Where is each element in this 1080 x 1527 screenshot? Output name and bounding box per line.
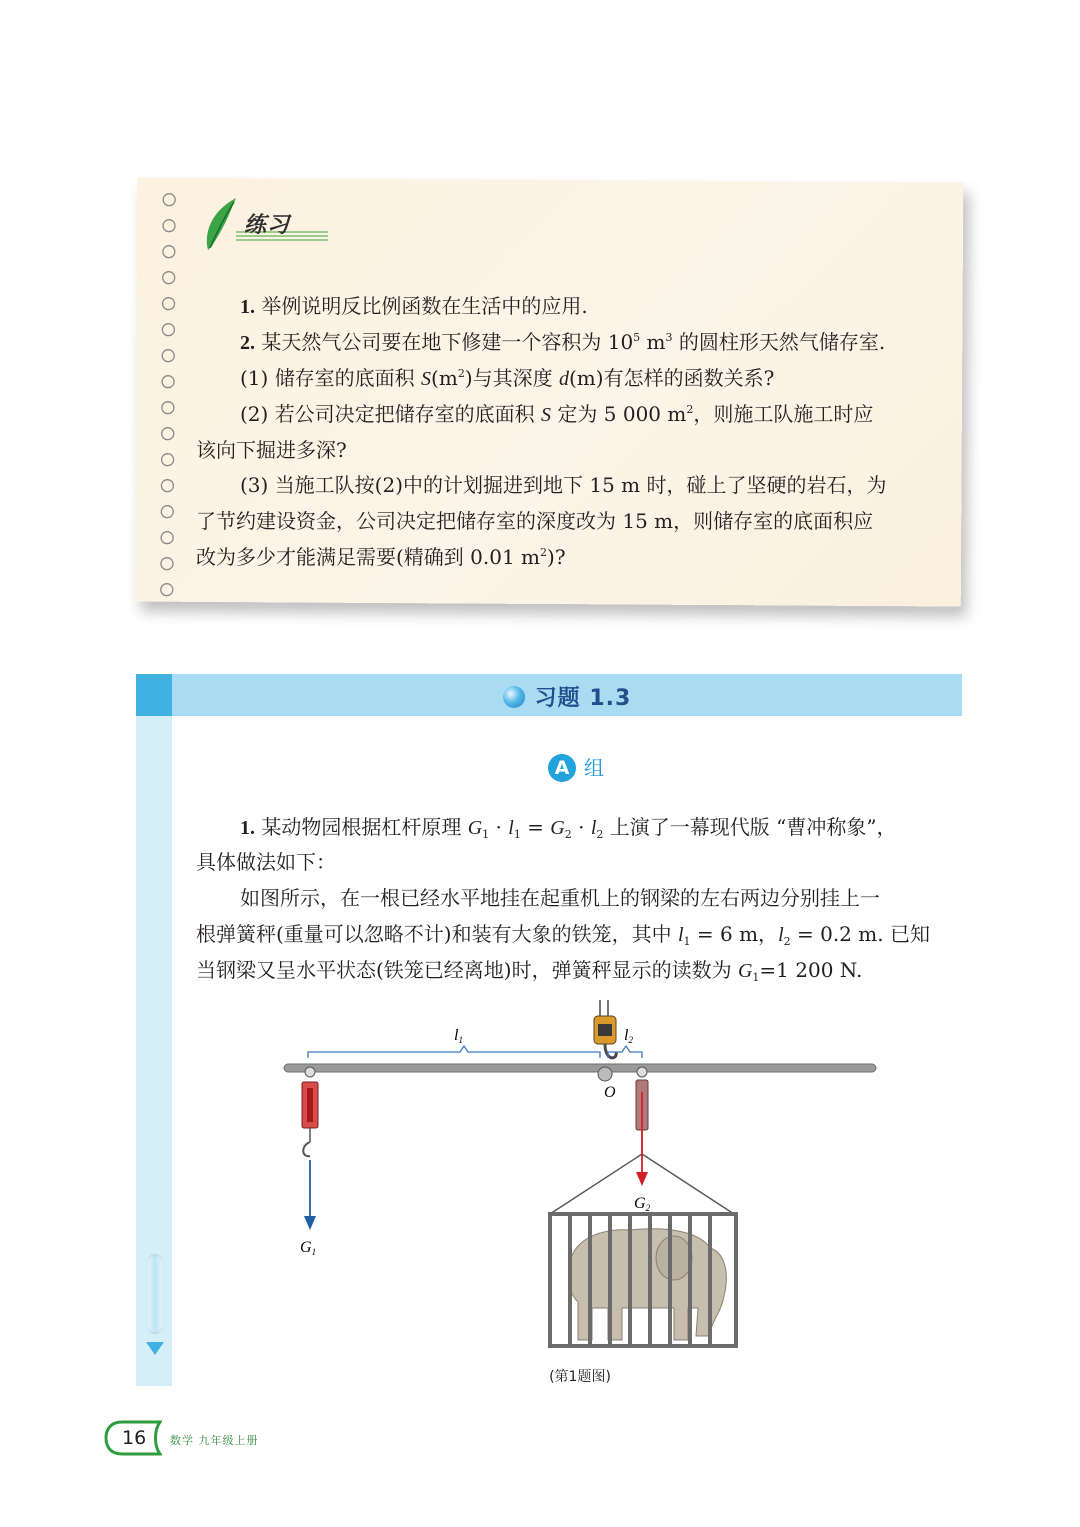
label-G2: G2 (634, 1195, 651, 1213)
section-corner-block (136, 674, 172, 716)
exercise-q1-para1: 如图所示，在一根已经水平地挂在起重机上的钢梁的左右两边分别挂上一 (240, 886, 880, 910)
exercise-q1-para3: 当钢梁又呈水平状态(铁笼已经离地)时，弹簧秤显示的读数为 $G_1=1$ 200 N. (196, 958, 863, 984)
practice-q2: 2. 某天然气公司要在地下修建一个容积为 $10^5$ $m^3$ 的圆柱形天然气储存室. (240, 330, 886, 354)
practice-q1: 1. 举例说明反比例函数在生活中的应用. (240, 294, 588, 318)
lever-formula: $G_1 \cdot l_1 = G_2 \cdot l_2$ (467, 815, 604, 841)
practice-q2-part2: (2) 若公司决定把储存室的底面积 S 定为 5 000 $m^2$，则施工队施工时应 (240, 402, 874, 426)
exercise-q1-line1: 1. 某动物园根据杠杆原理 $G_1 \cdot l_1 = G_2 \cdot l_2$ 上演了一幕现代版 “曹冲称象”， (240, 815, 897, 841)
practice-q2-part3-line2: 了节约建设资金，公司决定把储存室的深度改为 15 m，则储存室的底面积应 (196, 509, 874, 533)
notebook-rings (155, 188, 182, 598)
label-O: O (604, 1084, 616, 1101)
exercise-q1-para2: 根弹簧秤(重量可以忽略不计)和装有大象的铁笼，其中 $l_1 = 6$ m，$l_2 = 0.2$ m. 已知 (196, 922, 930, 948)
practice-q2-part3-line1: (3) 当施工队按(2)中的计划掘进到地下 15 m 时，碰上了坚硬的岩石，为 (240, 473, 887, 497)
exercise-banner-title: 习题 1.3 (172, 681, 962, 712)
page-number: 16 (122, 1427, 147, 1449)
label-l1: l1 (454, 1027, 463, 1045)
globe-icon (503, 686, 525, 708)
down-arrow-icon (146, 1342, 164, 1355)
practice-title: 练习 (244, 213, 291, 238)
steel-beam (284, 1064, 876, 1072)
label-l2: l2 (624, 1027, 633, 1045)
exercise-q1-line2: 具体做法如下： (196, 850, 336, 874)
force-g2-arrowhead (636, 1172, 648, 1186)
book-title: 数学 九年级上册 (170, 1434, 259, 1447)
figure-caption: (第1题图) (549, 1369, 611, 1385)
exercise-banner (172, 674, 962, 716)
group-badge: A (548, 754, 576, 782)
lever-figure (270, 996, 890, 1356)
practice-q2-part1: (1) 储存室的底面积 $S(m^2)$与其深度 d(m)有怎样的函数关系? (240, 366, 775, 390)
group-label: A 组 (548, 752, 604, 782)
force-g1-arrowhead (304, 1216, 316, 1230)
spring-scale-icon (302, 1067, 318, 1156)
scroll-indicator (146, 1254, 164, 1334)
l1-brace (308, 1046, 600, 1058)
practice-q2-part3-line3: 改为多少才能满足需要(精确到 0.01 $m^2$)? (196, 545, 566, 569)
practice-q2-part2-cont: 该向下掘进多深? (196, 438, 347, 462)
l2-brace (608, 1046, 642, 1058)
label-G1: G1 (300, 1239, 317, 1257)
elephant-icon (569, 1229, 726, 1340)
